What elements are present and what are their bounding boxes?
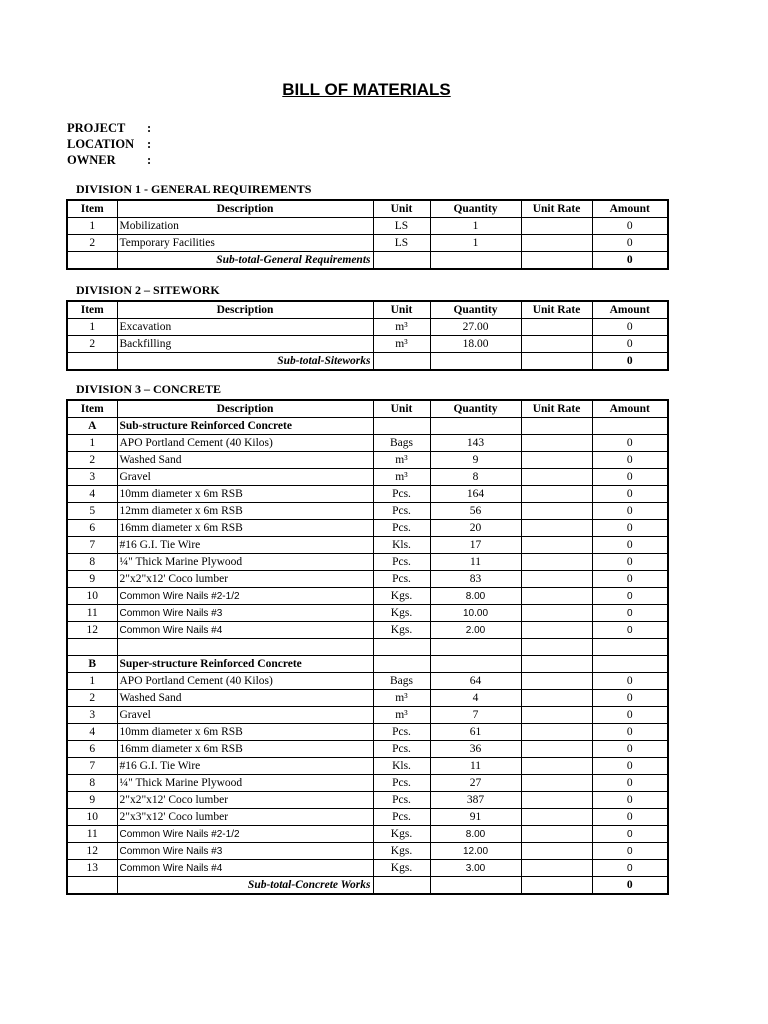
blank-cell: [117, 639, 373, 656]
header-unit: Unit: [373, 200, 430, 218]
amount-cell: 0: [592, 826, 668, 843]
item-cell: 8: [67, 554, 117, 571]
quantity-cell: 8: [430, 469, 521, 486]
table-row: [67, 826, 668, 843]
description-cell: Excavation: [117, 319, 373, 336]
header-item: Item: [67, 400, 117, 418]
item-cell: 7: [67, 758, 117, 775]
unit-cell: Kgs.: [373, 843, 430, 860]
table-header-row: [67, 301, 668, 319]
unit-rate-cell: [521, 741, 592, 758]
subtotal-label: Sub-total-Siteworks: [117, 353, 373, 371]
blank-cell: [373, 252, 430, 270]
amount-cell: 0: [592, 503, 668, 520]
item-cell: 1: [67, 218, 117, 235]
quantity-cell: 36: [430, 741, 521, 758]
amount-cell: 0: [592, 588, 668, 605]
item-cell: 10: [67, 588, 117, 605]
unit-rate-cell: [521, 503, 592, 520]
header-quantity: Quantity: [430, 301, 521, 319]
header-item: Item: [67, 301, 117, 319]
description-cell: 16mm diameter x 6m RSB: [117, 520, 373, 537]
document-title: BILL OF MATERIALS: [282, 80, 451, 99]
amount-cell: 0: [592, 235, 668, 252]
header-unit-rate: Unit Rate: [521, 400, 592, 418]
unit-rate-cell: [521, 588, 592, 605]
table-header-row: [67, 400, 668, 418]
amount-cell: 0: [592, 792, 668, 809]
blank-cell: [430, 353, 521, 371]
amount-cell: 0: [592, 724, 668, 741]
table-row: [67, 435, 668, 452]
project-meta: [67, 120, 151, 168]
table-row: [67, 503, 668, 520]
location-row: [67, 136, 151, 152]
unit-rate-cell: [521, 520, 592, 537]
owner-label: OWNER: [67, 153, 116, 167]
item-cell: 3: [67, 469, 117, 486]
unit-cell: [373, 319, 430, 336]
blank-cell: [521, 418, 592, 435]
description-cell: #16 G.I. Tie Wire: [117, 758, 373, 775]
owner-sep: :: [147, 153, 152, 167]
amount-cell: 0: [592, 319, 668, 336]
header-unit-rate: Unit Rate: [521, 301, 592, 319]
header-description: Description: [117, 400, 373, 418]
description-cell: 2"x2"x12' Coco lumber: [117, 571, 373, 588]
item-cell: 3: [67, 707, 117, 724]
blank-cell: [430, 252, 521, 270]
item-cell: 4: [67, 486, 117, 503]
table-row: [67, 622, 668, 639]
unit-cell: LS: [373, 218, 430, 235]
amount-cell: 0: [592, 336, 668, 353]
blank-cell: [592, 656, 668, 673]
header-description: Description: [117, 200, 373, 218]
amount-cell: 0: [592, 537, 668, 554]
owner-row: [67, 152, 151, 168]
item-cell: 6: [67, 741, 117, 758]
blank-cell: [592, 639, 668, 656]
blank-cell: [67, 353, 117, 371]
blank-cell: [430, 639, 521, 656]
table-header-row: [67, 200, 668, 218]
amount-cell: 0: [592, 452, 668, 469]
description-cell: Backfilling: [117, 336, 373, 353]
table-row: [67, 235, 668, 252]
table-row: [67, 319, 668, 336]
header-amount: Amount: [592, 400, 668, 418]
blank-cell: [430, 656, 521, 673]
table-row: [67, 336, 668, 353]
subtotal-label: Sub-total-Concrete Works: [117, 877, 373, 895]
item-cell: 6: [67, 520, 117, 537]
quantity-cell: 83: [430, 571, 521, 588]
amount-cell: 0: [592, 554, 668, 571]
item-cell: 11: [67, 826, 117, 843]
amount-cell: 0: [592, 860, 668, 877]
amount-cell: 0: [592, 571, 668, 588]
unit-rate-cell: [521, 319, 592, 336]
quantity-cell: 9: [430, 452, 521, 469]
subtotal-row: [67, 252, 668, 270]
item-cell: 9: [67, 792, 117, 809]
unit-rate-cell: [521, 826, 592, 843]
item-cell: 1: [67, 435, 117, 452]
subtotal-amount: 0: [592, 252, 668, 270]
table-row: [67, 571, 668, 588]
quantity-cell: 20: [430, 520, 521, 537]
unit-rate-cell: [521, 673, 592, 690]
quantity-cell: 12.00: [430, 843, 521, 860]
table-row: [67, 690, 668, 707]
division-1-table: [66, 199, 669, 270]
unit-cell: Pcs.: [373, 571, 430, 588]
item-cell: 12: [67, 843, 117, 860]
quantity-cell: 1: [430, 235, 521, 252]
description-cell: Gravel: [117, 469, 373, 486]
section-title: Super-structure Reinforced Concrete: [117, 656, 373, 673]
subtotal-row: [67, 877, 668, 895]
item-cell: 13: [67, 860, 117, 877]
location-sep: :: [147, 137, 152, 151]
amount-cell: 0: [592, 758, 668, 775]
unit-text: m³: [395, 453, 408, 466]
header-quantity: Quantity: [430, 200, 521, 218]
header-amount: Amount: [592, 301, 668, 319]
division-2-heading: DIVISION 2 – SITEWORK: [76, 283, 220, 297]
blank-cell: [67, 877, 117, 895]
item-cell: 9: [67, 571, 117, 588]
header-unit: Unit: [373, 301, 430, 319]
quantity-cell: 18.00: [430, 336, 521, 353]
unit-cell: Kgs.: [373, 605, 430, 622]
amount-cell: 0: [592, 486, 668, 503]
unit-cell: Kls.: [373, 537, 430, 554]
unit-rate-cell: [521, 707, 592, 724]
table-row: [67, 775, 668, 792]
unit-cell: [373, 469, 430, 486]
description-cell: Common Wire Nails #2-1/2: [117, 588, 373, 605]
header-unit-rate: Unit Rate: [521, 200, 592, 218]
project-label: PROJECT: [67, 121, 126, 135]
amount-cell: 0: [592, 622, 668, 639]
quantity-cell: 387: [430, 792, 521, 809]
unit-cell: [373, 452, 430, 469]
quantity-cell: 27: [430, 775, 521, 792]
quantity-cell: 164: [430, 486, 521, 503]
unit-cell: LS: [373, 235, 430, 252]
quantity-cell: 61: [430, 724, 521, 741]
section-letter: B: [67, 656, 117, 673]
amount-cell: 0: [592, 809, 668, 826]
division-3-table: [66, 399, 669, 895]
description-cell: APO Portland Cement (40 Kilos): [117, 435, 373, 452]
description-cell: 16mm diameter x 6m RSB: [117, 741, 373, 758]
quantity-cell: 11: [430, 758, 521, 775]
table-row: [67, 741, 668, 758]
item-cell: 1: [67, 673, 117, 690]
description-cell: ¼" Thick Marine Plywood: [117, 554, 373, 571]
table-row: [67, 605, 668, 622]
unit-text: m³: [395, 708, 408, 721]
item-cell: 2: [67, 690, 117, 707]
amount-cell: 0: [592, 707, 668, 724]
table-row: [67, 520, 668, 537]
blank-cell: [373, 418, 430, 435]
header-amount: Amount: [592, 200, 668, 218]
quantity-cell: 8.00: [430, 588, 521, 605]
division-2-table: [66, 300, 669, 371]
table-row: [67, 707, 668, 724]
description-cell: Common Wire Nails #2-1/2: [117, 826, 373, 843]
description-cell: #16 G.I. Tie Wire: [117, 537, 373, 554]
unit-text: m³: [395, 470, 408, 483]
quantity-cell: 27.00: [430, 319, 521, 336]
description-cell: Gravel: [117, 707, 373, 724]
unit-rate-cell: [521, 724, 592, 741]
table-row: [67, 792, 668, 809]
table-row: [67, 469, 668, 486]
unit-cell: Bags: [373, 435, 430, 452]
unit-rate-cell: [521, 571, 592, 588]
unit-rate-cell: [521, 218, 592, 235]
blank-cell: [373, 877, 430, 895]
subtotal-amount: 0: [592, 353, 668, 371]
table-row: [67, 724, 668, 741]
unit-rate-cell: [521, 554, 592, 571]
description-cell: Temporary Facilities: [117, 235, 373, 252]
unit-rate-cell: [521, 860, 592, 877]
quantity-cell: 91: [430, 809, 521, 826]
blank-cell: [67, 252, 117, 270]
description-cell: 2"x2"x12' Coco lumber: [117, 792, 373, 809]
table-row: [67, 809, 668, 826]
unit-cell: [373, 690, 430, 707]
unit-cell: Pcs.: [373, 503, 430, 520]
division-1-heading: DIVISION 1 - GENERAL REQUIREMENTS: [76, 182, 312, 196]
unit-rate-cell: [521, 435, 592, 452]
description-cell: APO Portland Cement (40 Kilos): [117, 673, 373, 690]
unit-rate-cell: [521, 690, 592, 707]
amount-cell: 0: [592, 690, 668, 707]
table-row: [67, 537, 668, 554]
unit-rate-cell: [521, 486, 592, 503]
description-cell: Common Wire Nails #3: [117, 843, 373, 860]
section-letter: A: [67, 418, 117, 435]
quantity-cell: 1: [430, 218, 521, 235]
unit-rate-cell: [521, 809, 592, 826]
blank-cell: [521, 639, 592, 656]
table-row: [67, 218, 668, 235]
unit-cell: Pcs.: [373, 809, 430, 826]
subtotal-row: [67, 353, 668, 371]
blank-cell: [592, 418, 668, 435]
table-row: [67, 843, 668, 860]
blank-cell: [521, 353, 592, 371]
description-cell: Washed Sand: [117, 452, 373, 469]
item-cell: 2: [67, 452, 117, 469]
unit-rate-cell: [521, 336, 592, 353]
unit-rate-cell: [521, 758, 592, 775]
quantity-cell: 4: [430, 690, 521, 707]
unit-cell: Pcs.: [373, 775, 430, 792]
blank-cell: [373, 656, 430, 673]
quantity-cell: 143: [430, 435, 521, 452]
unit-cell: Kgs.: [373, 826, 430, 843]
blank-row: [67, 639, 668, 656]
unit-rate-cell: [521, 792, 592, 809]
unit-cell: Kls.: [373, 758, 430, 775]
item-cell: 4: [67, 724, 117, 741]
description-cell: Common Wire Nails #3: [117, 605, 373, 622]
blank-cell: [67, 639, 117, 656]
item-cell: 5: [67, 503, 117, 520]
amount-cell: 0: [592, 775, 668, 792]
amount-cell: 0: [592, 435, 668, 452]
project-row: [67, 120, 151, 136]
blank-cell: [430, 418, 521, 435]
subtotal-amount: 0: [592, 877, 668, 895]
amount-cell: 0: [592, 520, 668, 537]
quantity-cell: 8.00: [430, 826, 521, 843]
description-cell: Mobilization: [117, 218, 373, 235]
unit-rate-cell: [521, 235, 592, 252]
unit-cell: Kgs.: [373, 622, 430, 639]
header-description: Description: [117, 301, 373, 319]
unit-cell: Pcs.: [373, 554, 430, 571]
amount-cell: 0: [592, 673, 668, 690]
quantity-cell: 7: [430, 707, 521, 724]
blank-cell: [521, 877, 592, 895]
unit-cell: Pcs.: [373, 792, 430, 809]
description-cell: Common Wire Nails #4: [117, 860, 373, 877]
description-cell: 10mm diameter x 6m RSB: [117, 724, 373, 741]
blank-cell: [373, 353, 430, 371]
unit-rate-cell: [521, 537, 592, 554]
blank-cell: [521, 656, 592, 673]
item-cell: 12: [67, 622, 117, 639]
unit-text: m³: [395, 320, 408, 333]
blank-cell: [521, 252, 592, 270]
amount-cell: 0: [592, 218, 668, 235]
unit-text: m³: [395, 691, 408, 704]
table-row: [67, 758, 668, 775]
unit-rate-cell: [521, 775, 592, 792]
description-cell: 12mm diameter x 6m RSB: [117, 503, 373, 520]
section-row: [67, 418, 668, 435]
item-cell: 2: [67, 336, 117, 353]
description-cell: Washed Sand: [117, 690, 373, 707]
division-3-heading: DIVISION 3 – CONCRETE: [76, 382, 222, 396]
blank-cell: [373, 639, 430, 656]
quantity-cell: 2.00: [430, 622, 521, 639]
header-item: Item: [67, 200, 117, 218]
quantity-cell: 3.00: [430, 860, 521, 877]
table-row: [67, 860, 668, 877]
quantity-cell: 10.00: [430, 605, 521, 622]
table-row: [67, 486, 668, 503]
description-cell: ¼" Thick Marine Plywood: [117, 775, 373, 792]
table-row: [67, 673, 668, 690]
unit-cell: [373, 336, 430, 353]
amount-cell: 0: [592, 741, 668, 758]
subtotal-label: Sub-total-General Requirements: [117, 252, 373, 270]
unit-text: m³: [395, 337, 408, 350]
unit-cell: Pcs.: [373, 520, 430, 537]
amount-cell: 0: [592, 469, 668, 486]
unit-rate-cell: [521, 469, 592, 486]
item-cell: 10: [67, 809, 117, 826]
unit-cell: Pcs.: [373, 724, 430, 741]
quantity-cell: 56: [430, 503, 521, 520]
table-row: [67, 588, 668, 605]
unit-cell: Pcs.: [373, 486, 430, 503]
item-cell: 11: [67, 605, 117, 622]
description-cell: Common Wire Nails #4: [117, 622, 373, 639]
item-cell: 8: [67, 775, 117, 792]
item-cell: 1: [67, 319, 117, 336]
location-label: LOCATION: [67, 137, 135, 151]
unit-cell: Pcs.: [373, 741, 430, 758]
header-unit: Unit: [373, 400, 430, 418]
unit-cell: Bags: [373, 673, 430, 690]
unit-cell: Kgs.: [373, 588, 430, 605]
quantity-cell: 64: [430, 673, 521, 690]
item-cell: 7: [67, 537, 117, 554]
amount-cell: 0: [592, 605, 668, 622]
section-title: Sub-structure Reinforced Concrete: [117, 418, 373, 435]
quantity-cell: 11: [430, 554, 521, 571]
unit-rate-cell: [521, 843, 592, 860]
description-cell: 2"x3"x12' Coco lumber: [117, 809, 373, 826]
table-row: [67, 452, 668, 469]
section-row: [67, 656, 668, 673]
unit-rate-cell: [521, 452, 592, 469]
blank-cell: [430, 877, 521, 895]
item-cell: 2: [67, 235, 117, 252]
amount-cell: 0: [592, 843, 668, 860]
unit-rate-cell: [521, 605, 592, 622]
quantity-cell: 17: [430, 537, 521, 554]
table-row: [67, 554, 668, 571]
header-quantity: Quantity: [430, 400, 521, 418]
unit-rate-cell: [521, 622, 592, 639]
unit-cell: Kgs.: [373, 860, 430, 877]
description-cell: 10mm diameter x 6m RSB: [117, 486, 373, 503]
project-sep: :: [147, 121, 152, 135]
unit-cell: [373, 707, 430, 724]
